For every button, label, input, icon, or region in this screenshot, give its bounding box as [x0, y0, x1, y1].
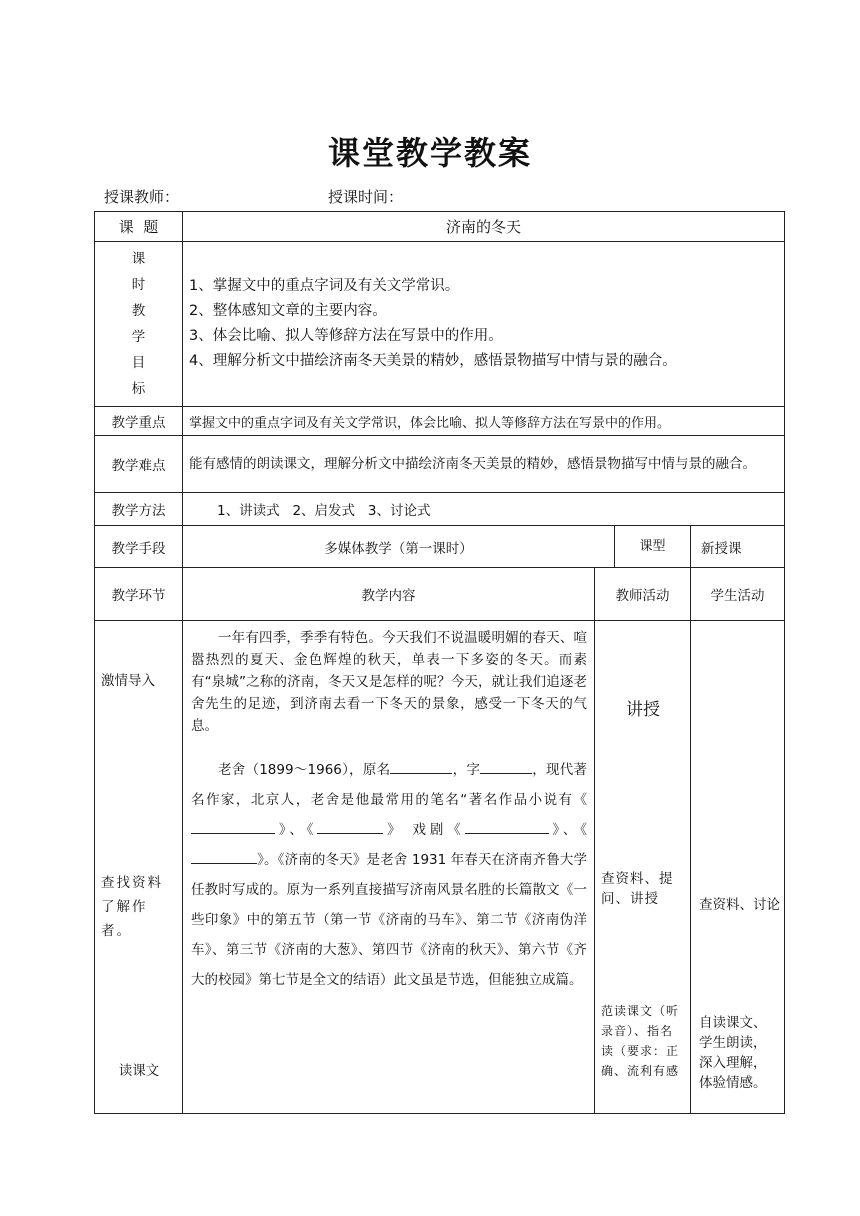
methods-label: 教学方法	[95, 493, 183, 526]
teacher-activity-1: 讲授	[626, 700, 660, 720]
goal-item: 1、掌握文中的重点字词及有关文学常识。	[189, 278, 460, 294]
blank-courtesy-name[interactable]	[480, 759, 532, 774]
student-cell	[691, 621, 785, 1114]
blank-original-name[interactable]	[390, 759, 452, 774]
blank-drama-1[interactable]	[465, 819, 549, 834]
body-row	[95, 621, 785, 1114]
difficulties-row	[95, 436, 785, 493]
lesson-type-label: 课型	[615, 526, 691, 568]
student-activity-3: 自读课文、学生朗读，深入理解，体验情感。	[699, 1015, 767, 1091]
student-activity-2: 查资料、讨论	[699, 897, 780, 913]
teacher-activity-2: 查资料、提问、讲授	[601, 871, 674, 907]
key-points-row	[95, 407, 785, 436]
header-stage: 教学环节	[95, 568, 183, 621]
header-teacher: 教师活动	[595, 568, 691, 621]
stage-author: 查找资料了解作者。	[101, 875, 163, 939]
document-title: 课堂教学教案	[327, 134, 532, 172]
topic-row	[95, 212, 785, 242]
blank-novel-1[interactable]	[191, 819, 275, 834]
blank-novel-2[interactable]	[317, 819, 383, 834]
header-student: 学生活动	[691, 568, 785, 621]
topic-label: 课 题	[95, 212, 183, 242]
topic-value: 济南的冬天	[183, 212, 785, 242]
means-row	[95, 526, 785, 568]
intro-paragraph: 一年有四季，季季有特色。今天我们不说温暖明媚的春天、喧嚣热烈的夏天、金色辉煌的秋天，单表一下多姿的冬天。而素有“泉城”之称的济南，冬天又是怎样的呢？今天，就让我们追逐老舍先生的足迹，到济南去看一下冬天的景象，感受一下冬天的气息。	[191, 630, 587, 734]
header-content: 教学内容	[183, 568, 595, 621]
teacher-label: 授课教师：	[104, 188, 180, 206]
goals-list	[183, 242, 785, 407]
goal-item: 4、理解分析文中描绘济南冬天美景的精妙，感悟景物描写中情与景的融合。	[189, 353, 677, 369]
means-label: 教学手段	[95, 526, 183, 568]
key-points-label: 教学重点	[95, 407, 183, 436]
teacher-cell	[595, 621, 691, 1114]
key-points-value: 掌握文中的重点字词及有关文学常识，体会比喻、拟人等修辞方法在写景中的作用。	[183, 407, 785, 436]
stage-read: 读课文	[118, 1063, 160, 1079]
author-paragraph: 老舍（1899～1966），原名 ，字 ，现代著名作家，北京人，老舍是他最常用的笔名“著名作品小说有《》、《 》 戏剧《 》、《》。《济南的冬天》是老舍 1931 年春天在济南齐鲁大学任教时写成的。原为一系列直接描写济南风景名胜的长篇散文《一些印象》中的第五节（第一节《济南的马车》、第二节《济南伪洋车》、第三节《济南的大葱》、第四节《济南的秋天》、第六节《齐大的校园》第七节是全文的结语）此文虽是节选，但能独立成篇。	[191, 755, 587, 995]
goals-row	[95, 242, 785, 407]
stage-intro: 激情导入	[101, 673, 155, 689]
teacher-activity-3: 范读课文（听录音）、指名读（要求：正确、流利有感	[601, 1004, 680, 1078]
difficulties-value: 能有感情的朗读课文，理解分析文中描绘济南冬天美景的精妙，感悟景物描写中情与景的融合。	[183, 436, 785, 493]
lesson-plan-table	[94, 211, 785, 1114]
lesson-type-value: 新授课	[691, 526, 785, 568]
content-cell	[183, 621, 595, 1114]
blank-drama-2[interactable]	[191, 849, 257, 864]
header-row	[95, 568, 785, 621]
stage-cell	[95, 621, 183, 1114]
goal-item: 2、整体感知文章的主要内容。	[189, 303, 387, 319]
means-value: 多媒体教学（第一课时）	[183, 526, 615, 568]
difficulties-label: 教学难点	[95, 436, 183, 493]
methods-value: 1、讲读式 2、启发式 3、讨论式	[183, 493, 785, 526]
methods-row	[95, 493, 785, 526]
goals-label: 课 时 教 学 目 标	[95, 242, 183, 407]
goal-item: 3、体会比喻、拟人等修辞方法在写景中的作用。	[189, 328, 503, 344]
time-label: 授课时间：	[328, 188, 404, 206]
